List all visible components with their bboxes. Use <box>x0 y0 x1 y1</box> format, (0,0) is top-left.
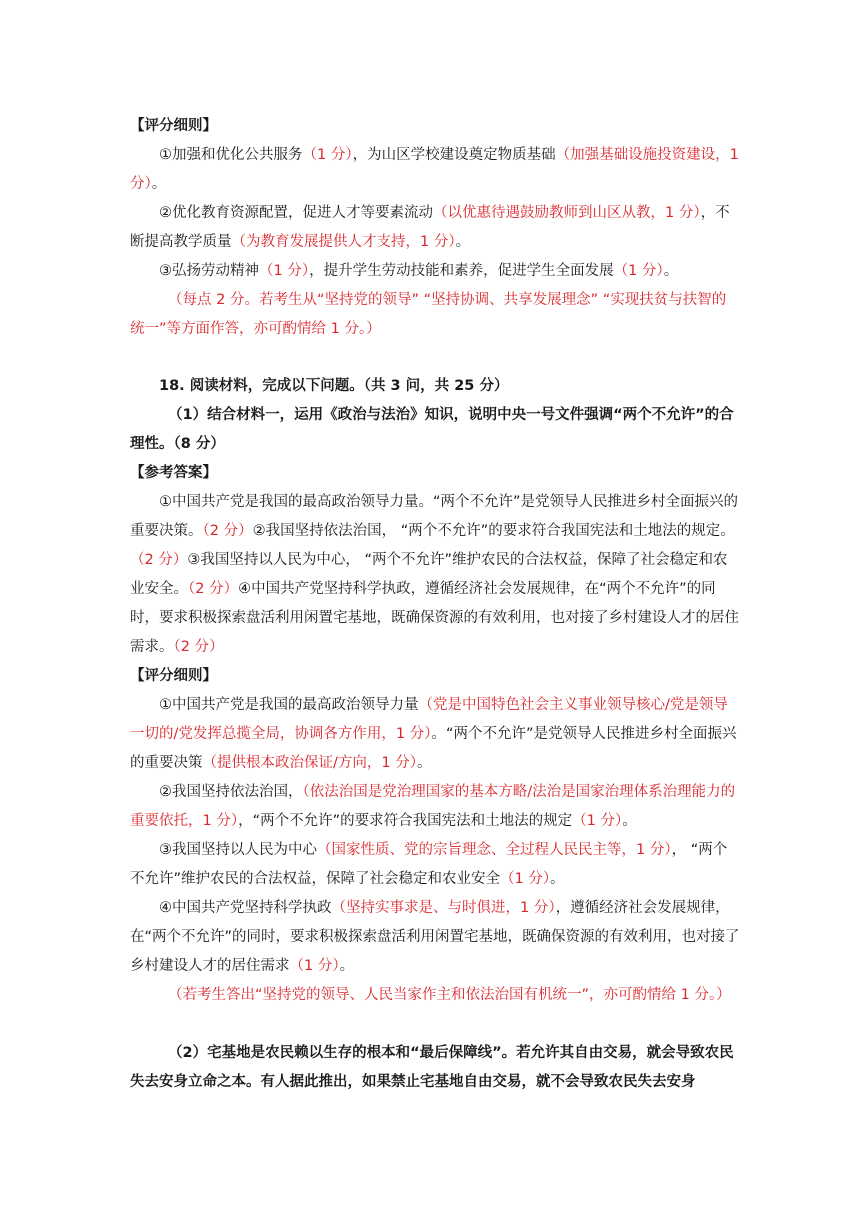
scoring-rules-heading-2: 【评分细则】 <box>130 668 217 684</box>
scoring-note-2: （若考生答出“坚持党的领导、人民当家作主和依法治国有机统一”，亦可酌情给 1 分。） <box>168 987 731 1003</box>
scoring-rule-2-item-4: ④中国共产党坚持科学执政（坚持实事求是、与时俱进，1 分），遵循经济社会发展规律，在“两个不允许”的同时，要求积极探索盘活利用闲置宅基地，既确保资源的有效利用，也对接了乡村建设人才的居住需求（1 分）。 <box>130 900 740 974</box>
scoring-rule-2-item-2: ②我国坚持依法治国，（依法治国是党治理国家的基本方略/法治是国家治理体系治理能力的重要依托，1 分），“两个不允许”的要求符合我国宪法和土地法的规定（1 分）。 <box>130 784 736 829</box>
reference-answer-body: ①中国共产党是我国的最高政治领导力量。“两个不允许”是党领导人民推进乡村全面振兴的重要决策。（2 分）②我国坚持依法治国， “两个不允许”的要求符合我国宪法和土地法的规定。（2 分）③我国坚持以人民为中心， “两个不允许”维护农民的合法权益，保障了社会稳定和农业安全。（2 分）④中国共产党坚持科学执政，遵循经济社会发展规律，在“两个不允许”的同时，要求积极探索盘活利用闲置宅基地，既确保资源的有效利用，也对接了乡村建设人才的居住需求。（2 分） <box>130 494 739 655</box>
scoring-note: （每点 2 分。若考生从“坚持党的领导” “坚持协调、共享发展理念” “实现扶贫与扶智的统一”等方面作答，亦可酌情给 1 分。） <box>130 292 727 337</box>
question-18-part-2: （2）宅基地是农民赖以生存的根本和“最后保障线”。若允许其自由交易，就会导致农民失去安身立命之本。有人据此推出，如果禁止宅基地自由交易，就不会导致农民失去安身 <box>130 1045 734 1090</box>
scoring-rules-heading: 【评分细则】 <box>130 118 217 134</box>
question-18-title: 18. 阅读材料，完成以下问题。（共 3 问，共 25 分） <box>159 378 509 394</box>
scoring-rule-item-1: ①加强和优化公共服务（1 分），为山区学校建设奠定物质基础（加强基础设施投资建设，1 分）。 <box>130 147 739 192</box>
scoring-rule-2-item-1: ①中国共产党是我国的最高政治领导力量（党是中国特色社会主义事业领导核心/党是领导一切的/党发挥总揽全局，协调各方作用，1 分）。“两个不允许”是党领导人民推进乡村全面振兴的重要决策（提供根本政治保证/方向，1 分）。 <box>130 697 737 771</box>
scoring-rule-item-2: ②优化教育资源配置，促进人才等要素流动（以优惠待遇鼓励教师到山区从教，1 分），不断提高教学质量（为教育发展提供人才支持，1 分）。 <box>130 205 730 250</box>
question-18-part-1: （1）结合材料一，运用《政治与法治》知识，说明中央一号文件强调“两个不允许”的合理性。（8 分） <box>130 407 734 452</box>
reference-answer-heading: 【参考答案】 <box>130 465 217 481</box>
scoring-rule-2-item-3: ③我国坚持以人民为中心（国家性质、党的宗旨理念、全过程人民民主等，1 分）， “两个不允许”维护农民的合法权益，保障了社会稳定和农业安全（1 分）。 <box>130 842 728 887</box>
scoring-rule-item-3: ③弘扬劳动精神（1 分），提升学生劳动技能和素养，促进学生全面发展（1 分）。 <box>159 263 679 279</box>
